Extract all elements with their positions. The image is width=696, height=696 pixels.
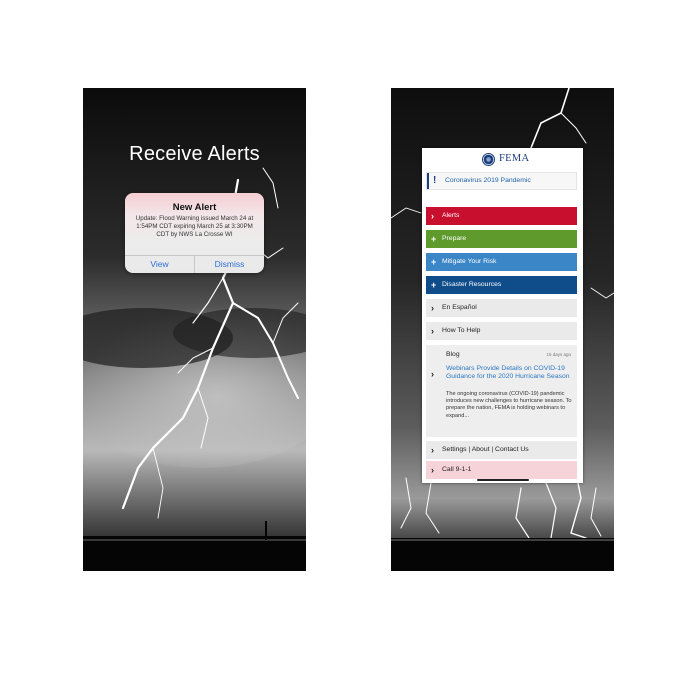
menu-item-label: How To Help <box>442 327 481 334</box>
blog-card[interactable] <box>426 345 577 437</box>
banner-text: Coronavirus 2019 Pandemic <box>445 177 531 184</box>
chevron-right-icon: › <box>431 465 434 475</box>
view-button[interactable]: View <box>150 259 169 269</box>
banner-accent <box>427 173 429 189</box>
phone-screen-alerts <box>83 88 306 571</box>
chevron-right-icon: › <box>431 303 434 313</box>
alert-title: New Alert <box>172 202 217 213</box>
home-indicator[interactable] <box>477 479 529 481</box>
fema-app-screen <box>422 148 583 483</box>
menu-item-label: Settings | About | Contact Us <box>442 446 529 453</box>
menu-item-prepare[interactable] <box>426 230 577 248</box>
blog-excerpt: The ongoing coronavirus (COVID-19) pandemic introduces new challenges to hurricane season. To prepare the nation, FEMA is holding webinars to expand... <box>446 391 572 419</box>
menu-item-en-espanol[interactable] <box>426 299 577 317</box>
menu-item-how-to-help[interactable] <box>426 322 577 340</box>
app-header <box>422 148 583 170</box>
plus-icon: + <box>431 234 437 244</box>
dismiss-button[interactable]: Dismiss <box>214 259 245 269</box>
chevron-right-icon: › <box>431 369 434 379</box>
alert-message: Update: Flood Warning issued March 24 at 1:54PM CDT expiring March 25 at 3:30PM CDT by NWS La Crosse WI <box>135 215 254 238</box>
chevron-right-icon: › <box>431 211 434 221</box>
exclamation-icon: ! <box>433 175 437 186</box>
menu-item-disaster-resources[interactable] <box>426 276 577 294</box>
receive-alerts-heading: Receive Alerts <box>129 143 260 165</box>
chevron-right-icon: › <box>431 445 434 455</box>
settings-about-contact-link[interactable] <box>426 441 577 459</box>
phone-screen-fema-app <box>391 88 614 571</box>
fema-logo-text: FEMA <box>499 153 530 164</box>
new-alert-notification[interactable] <box>125 193 264 273</box>
menu-item-alerts[interactable] <box>426 207 577 225</box>
menu-item-label: Mitigate Your Risk <box>442 258 497 265</box>
coronavirus-banner[interactable] <box>426 172 577 190</box>
menu-item-label: En Español <box>442 304 477 311</box>
plus-icon: + <box>431 257 437 267</box>
menu-item-label: Prepare <box>442 235 467 242</box>
menu-item-mitigate-your-risk[interactable] <box>426 253 577 271</box>
blog-date: 15 days ago <box>546 352 571 357</box>
call-911-button[interactable] <box>426 461 577 479</box>
blog-headline-link[interactable]: Webinars Provide Details on COVID-19 Guidance for the 2020 Hurricane Season <box>446 365 570 380</box>
blog-label: Blog <box>446 351 460 358</box>
dhs-seal-icon <box>482 153 495 166</box>
menu-item-label: Disaster Resources <box>442 281 502 288</box>
chevron-right-icon: › <box>431 326 434 336</box>
plus-icon: + <box>431 280 437 290</box>
menu-item-label: Call 9-1-1 <box>442 466 472 473</box>
menu-item-label: Alerts <box>442 212 460 219</box>
